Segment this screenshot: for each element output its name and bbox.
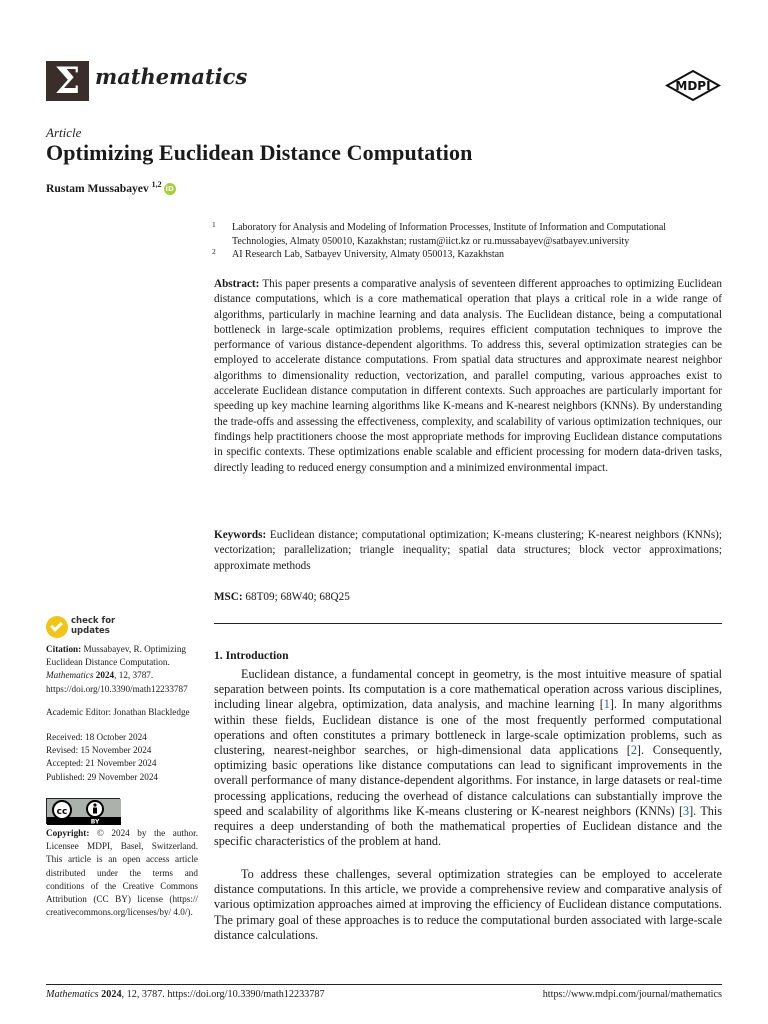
affiliation-2	[214, 248, 722, 262]
reference-link[interactable]: 1	[603, 697, 610, 712]
affiliation-number: 2	[212, 247, 216, 256]
page-title: Optimizing Euclidean Distance Computation	[46, 140, 473, 165]
affiliation-text: AI Research Lab, Satbayev University, Almaty 050013, Kazakhstan	[232, 249, 505, 260]
abstract-label: Abstract:	[214, 278, 260, 290]
revised-date: Revised: 15 November 2024	[46, 745, 152, 756]
published-date: Published: 29 November 2024	[46, 771, 159, 782]
footer-divider	[46, 984, 722, 985]
keywords-label: Keywords:	[214, 529, 267, 541]
citation-block	[46, 643, 198, 696]
keywords	[214, 528, 722, 574]
affiliation-number: 1	[212, 220, 216, 229]
affiliation-text: Laboratory for Analysis and Modeling of Information Processes, Institute of Information and Computational Technologies, Almaty 050010, Kazakhstan; rustam@iict.kz or ru.mussabayev@satbayev.university	[232, 222, 667, 247]
author-line	[46, 180, 176, 195]
msc-label: MSC:	[214, 591, 243, 603]
check-icon	[46, 616, 68, 638]
orcid-icon[interactable]: iD	[165, 185, 174, 194]
intro-text: ]. In many algorithms within these fields, Euclidean distance is one of the most frequently performed computational operations and often constitutes a primary bottleneck in large-scale optimization problems, such as clustering, nearest-neighbor searches, or high-dimensional data applications [	[214, 697, 722, 758]
intro-text: ]. This requires a deep understanding of both the mathematical properties of Euclidean distance and the specific characteristics of the problem at hand.	[214, 803, 722, 849]
citation-year: 2024	[95, 670, 115, 681]
check-for-updates-badge[interactable]	[46, 614, 126, 640]
reference-link[interactable]: 3	[683, 803, 690, 818]
msc-text: 68T09; 68W40; 68Q25	[245, 591, 350, 603]
journal-logo: Σ	[46, 61, 89, 101]
citation-doi[interactable]: , 12, 3787. https://doi.org/10.3390/math12233787	[46, 670, 188, 694]
intro-text: Euclidean distance, a fundamental concept in geometry, is the most intuitive measure of spatial separation between points. Its computation is a core mathematical operation across various disciplines, including linear algebra, optimization, data analysis, and machine learning [	[214, 667, 722, 712]
copyright-block	[46, 827, 198, 919]
affiliation-1	[214, 221, 722, 248]
author-name[interactable]: Rustam Mussabayev	[46, 181, 149, 195]
footer-citation	[46, 989, 325, 1000]
svg-text:cc: cc	[56, 807, 68, 817]
intro-paragraph-1	[214, 667, 722, 849]
copyright-label: Copyright:	[46, 828, 90, 838]
section-divider	[214, 623, 722, 624]
citation-journal: Mathematics	[46, 670, 94, 681]
dates-block	[46, 731, 198, 784]
article-type: Article	[46, 125, 82, 140]
cc-by-label: BY	[90, 818, 100, 825]
keywords-text: Euclidean distance; computational optimization; K-means clustering; K-nearest neighbors (KNNs); vectorization; parallelization; triangle inequality; spatial data structures; block vector approximations; approximate methods	[214, 529, 723, 572]
received-date: Received: 18 October 2024	[46, 732, 147, 742]
academic-editor: Academic Editor: Jonathan Blackledge	[46, 707, 190, 717]
msc	[214, 590, 722, 605]
footer-doi[interactable]: , 12, 3787. https://doi.org/10.3390/math12233787	[121, 989, 325, 1000]
footer-year: 2024	[101, 989, 122, 1000]
cc-by-license-badge[interactable]	[46, 798, 120, 824]
intro-paragraph-2: To address these challenges, several optimization strategies can be employed to accelerate distance computations. In this article, we provide a comprehensive review and comparative analysis of various optimization approaches aimed at improving the efficiency of Euclidean distance computations. The primary goal of these approaches is to reduce the computational burden associated with large-scale distance calculations.	[214, 867, 722, 942]
check-updates-line1: check for	[71, 616, 116, 626]
citation-text: Mussabayev, R. Optimizing Euclidean Distance Computation.	[46, 644, 187, 668]
check-updates-line2: updates	[71, 626, 110, 636]
mdpi-logo[interactable]	[665, 70, 721, 101]
author-affiliation-refs: 1,2	[151, 180, 162, 189]
section-heading-introduction: 1. Introduction	[214, 649, 289, 662]
intro-text: ]. Consequently, optimizing basic operations like distance computations can lead to significant improvements in the overall performance of many distance-dependent algorithms. For instance, in large datasets or real-time processing applications, reducing the overhead of distance calculations can substantially improve the speed and scalability of algorithms like K-means clustering or K-nearest neighbors (KNNs) [	[214, 743, 722, 818]
cc-by-icon	[47, 799, 121, 825]
footer-journal: Mathematics	[46, 989, 99, 1000]
journal-name[interactable]: mathematics	[95, 64, 248, 89]
accepted-date: Accepted: 21 November 2024	[46, 758, 157, 769]
footer-journal-url[interactable]: https://www.mdpi.com/journal/mathematics	[542, 989, 722, 1000]
check-for-updates-text	[71, 616, 115, 636]
reference-link[interactable]: 2	[630, 743, 637, 758]
copyright-text: © 2024 by the author. Licensee MDPI, Basel, Switzerland. This article is an open access article distributed under the terms and conditions of the Creative Commons Attribution (CC BY) license (https:// creativecommons.org/licenses/by/ 4.0/).	[46, 828, 198, 918]
citation-label: Citation:	[46, 644, 82, 654]
abstract-text: This paper presents a comparative analysis of seventeen different approaches to optimizing Euclidean distance computations, which is a core mathematical operation that plays a critical role in a wide range of algorithms, particularly in machine learning and data analysis. The Euclidean distance, being a computational bottleneck in large-scale optimization problems, requires efficient computation techniques to improve the performance of various distance-dependent algorithms. To address this, several optimization strategies can be employed to accelerate distance computations. From spatial data structures and approximate nearest neighbor algorithms to dimensionality reduction, vectorization, and parallel computing, various approaches exist to accelerate Euclidean distance computation in different contexts. Such approaches are particularly important for speeding up key machine learning algorithms like K-means and K-nearest neighbors (KNNs). By understanding the trade-offs and assessing the effectiveness, complexity, and scalability of various optimization techniques, our findings help practitioners choose the most appropriate methods for improving Euclidean distance computations in specific contexts. These optimizations enable scalable and efficient processing for modern data-driven tasks, directly leading to reduced energy consumption and a minimized environmental impact.	[214, 278, 722, 474]
mdpi-logo-text: MDPI	[675, 79, 711, 93]
abstract	[214, 277, 722, 476]
